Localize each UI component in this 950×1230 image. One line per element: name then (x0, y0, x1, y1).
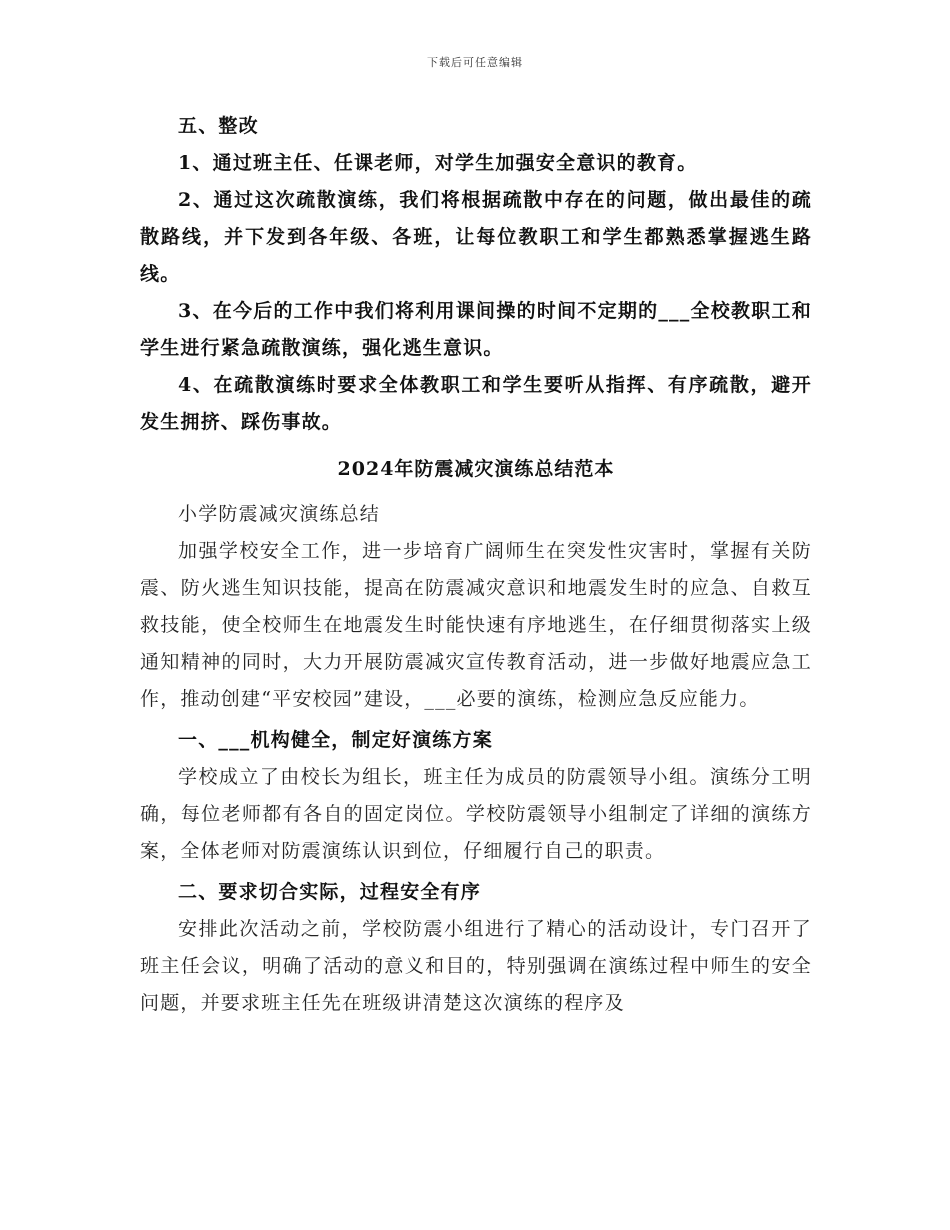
section5-heading: 五、整改 (178, 115, 259, 137)
intro-paragraph: 加强学校安全工作，进一步培育广阔师生在突发性灾害时，掌握有关防震、防火逃生知识技能，提高在防震减灾意识和地震发生时的应急、自救互救技能，使全校师生在地震发生时能快速有序地逃生，在仔细贯彻落实上级通知精神的同时，大力开展防震减灾宣传教育活动，进一步做好地震应急工作，推动创建“平安校园”建设，___必要的演练，检测应急反应能力。 (140, 540, 812, 710)
section5-item-3: 3、在今后的工作中我们将利用课间操的时间不定期的___全校教职工和学生进行紧急疏散演练，强化逃生意识。 (140, 300, 812, 359)
document-subtitle: 小学防震减灾演练总结 (178, 503, 381, 525)
section5-item-2: 2、通过这次疏散演练，我们将根据疏散中存在的问题，做出最佳的疏散路线，并下发到各年级、各班，让每位教职工和学生都熟悉掌握逃生路线。 (140, 189, 812, 285)
section5-item-1: 1、通过班主任、任课老师，对学生加强安全意识的教育。 (178, 152, 698, 174)
document-title: 2024年防震减灾演练总结范本 (337, 458, 615, 480)
part1-body: 学校成立了由校长为组长，班主任为成员的防震领导小组。演练分工明确，每位老师都有各自的固定岗位。学校防震领导小组制定了详细的演练方案，全体老师对防震演练认识到位，仔细履行自己的职责。 (140, 766, 812, 862)
document-body (140, 108, 812, 1022)
part2-body: 安排此次活动之前，学校防震小组进行了精心的活动设计，专门召开了班主任会议，明确了活动的意义和目的，特别强调在演练过程中师生的安全问题，并要求班主任先在班级讲清楚这次演练的程序及 (140, 918, 812, 1014)
part1-heading: 一、___机构健全，制定好演练方案 (178, 729, 493, 751)
page-header: 下载后可任意编辑 (427, 56, 523, 69)
section5-item-4: 4、在疏散演练时要求全体教职工和学生要听从指挥、有序疏散，避开发生拥挤、踩伤事故。 (140, 374, 812, 433)
part2-heading: 二、要求切合实际，过程安全有序 (178, 881, 482, 903)
